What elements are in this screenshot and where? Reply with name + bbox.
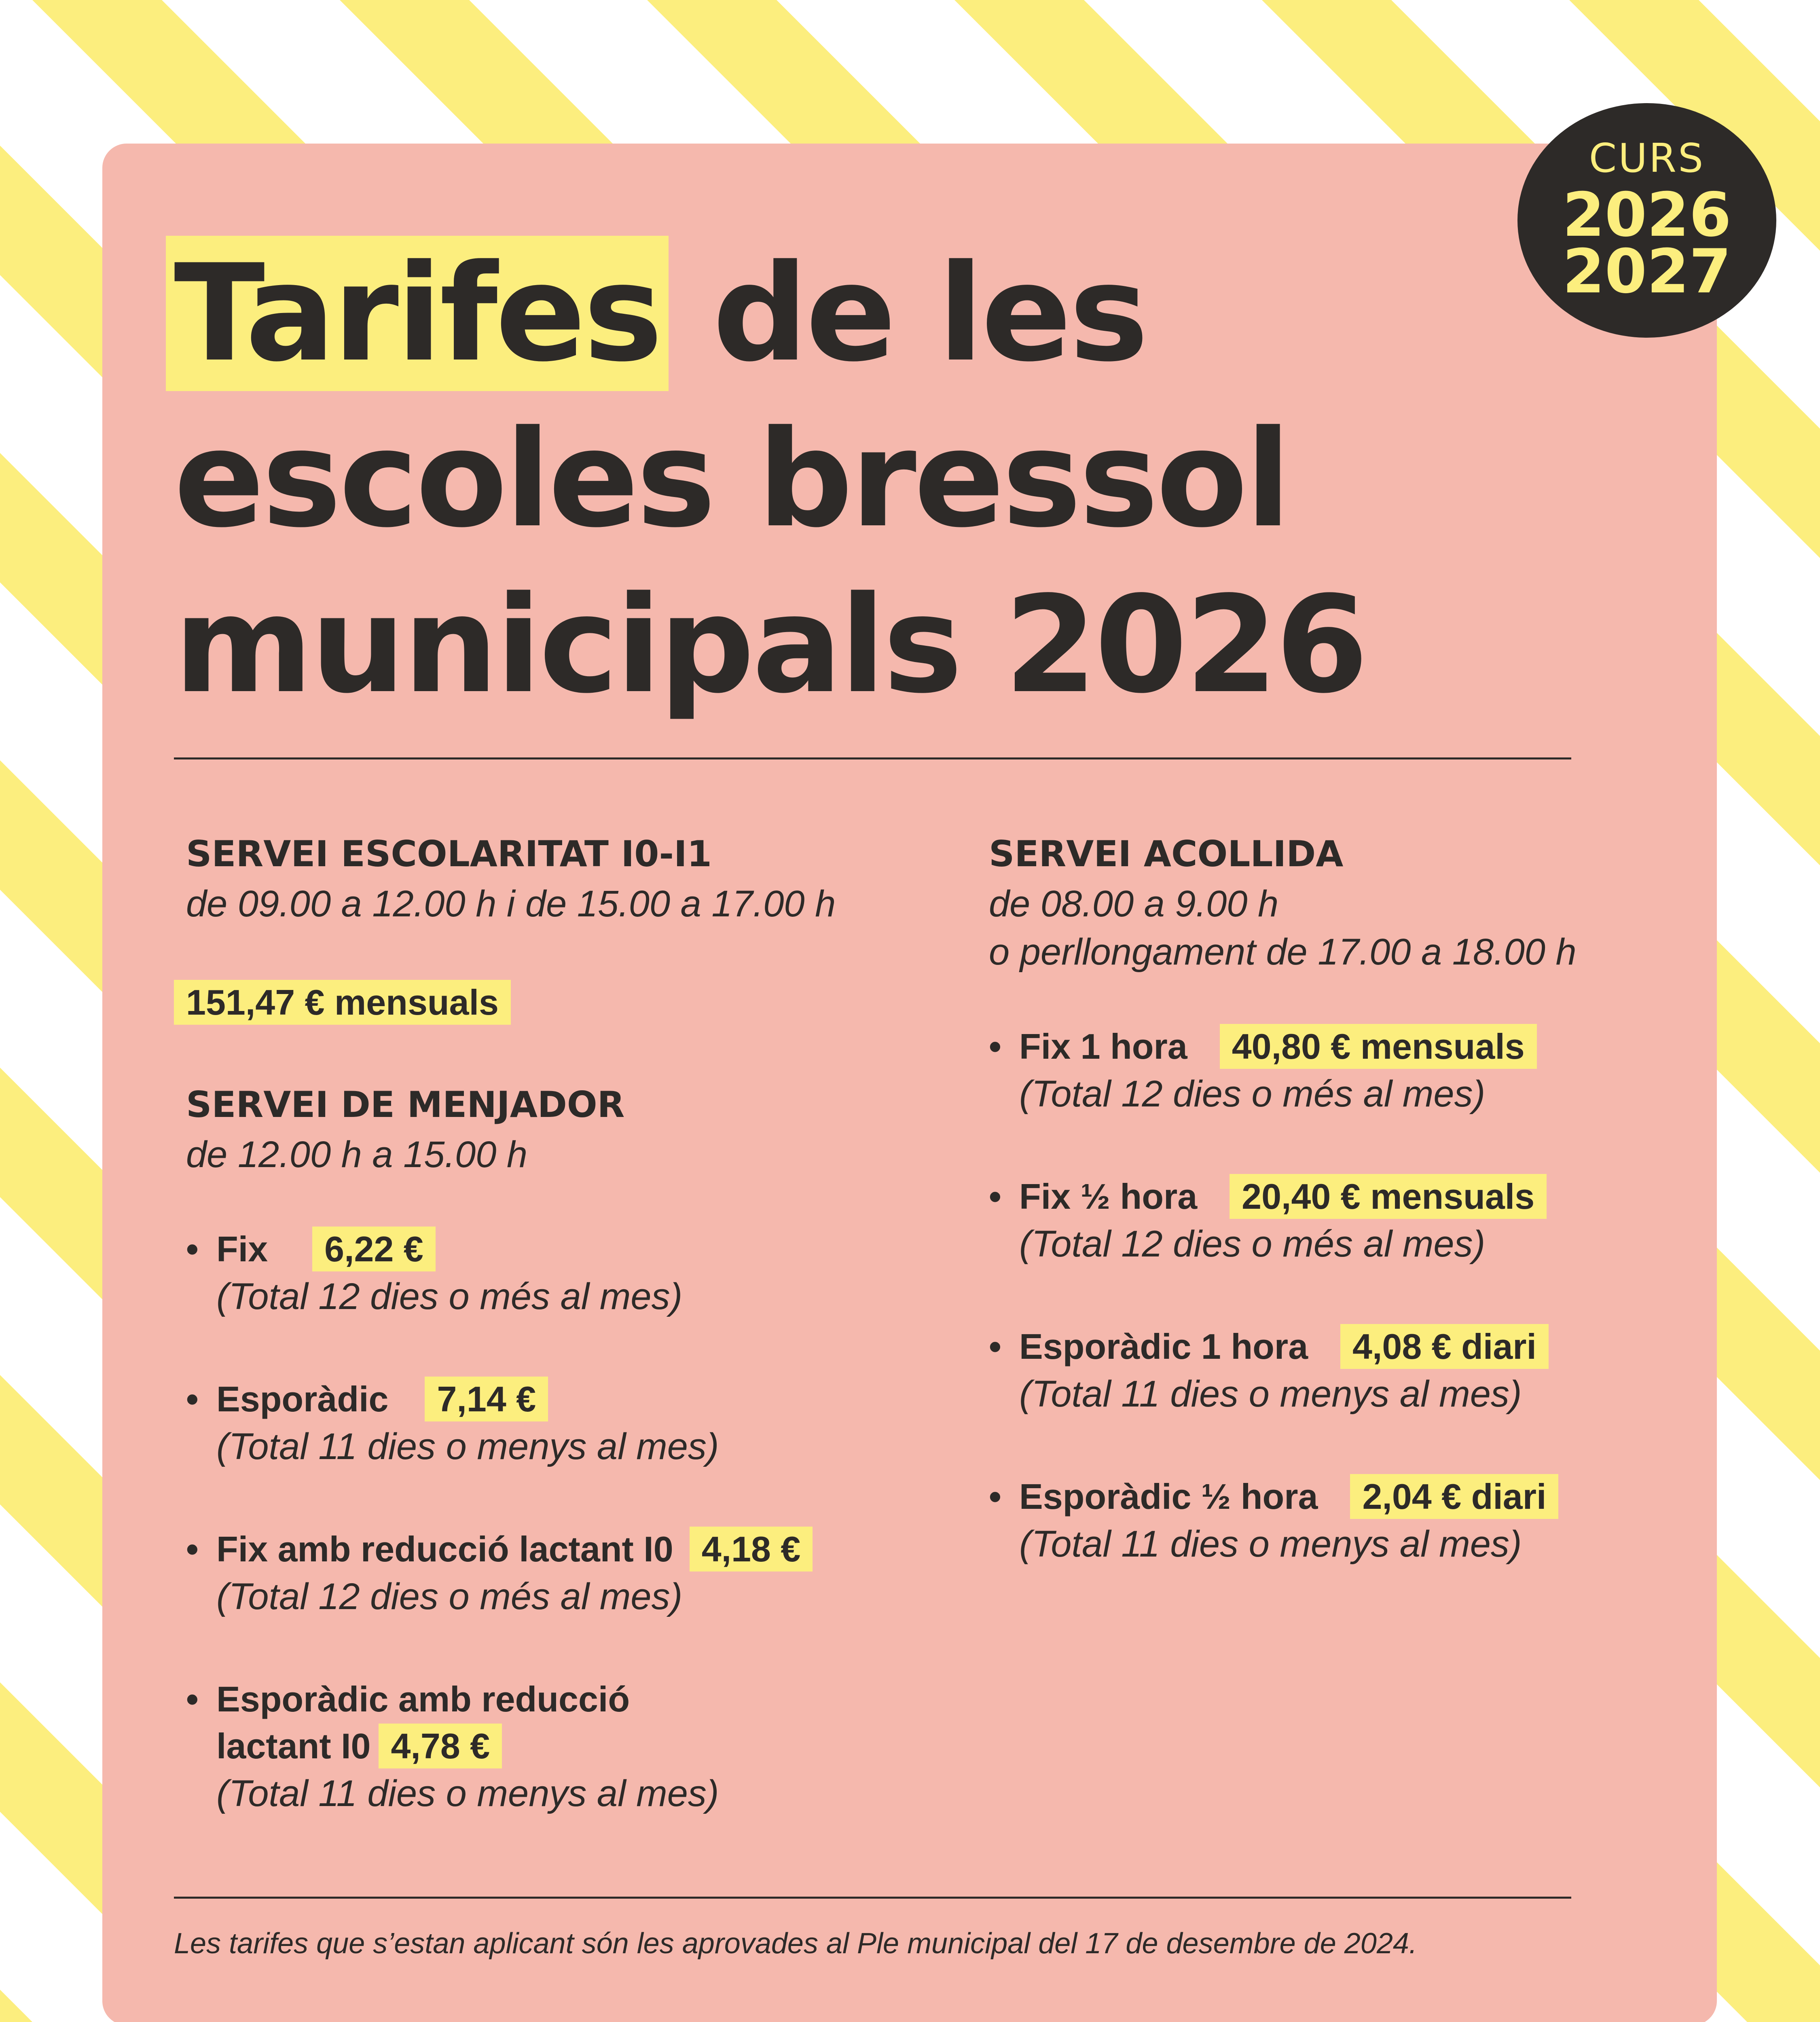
item-note: (Total 12 dies o més al mes) xyxy=(1019,1073,1486,1115)
right-column xyxy=(989,833,1676,1565)
item-price: 40,80 € mensuals xyxy=(1220,1024,1537,1069)
title-line2: escoles bressol xyxy=(174,402,1289,557)
acollida-hours-extended: o perllongament de 17.00 a 18.00 h xyxy=(989,931,1577,973)
title-line3: municipals 2026 xyxy=(174,567,1366,723)
item-price: 4,78 € xyxy=(379,1724,502,1768)
item-price: 4,08 € diari xyxy=(1340,1324,1549,1369)
item-price: 7,14 € xyxy=(425,1377,548,1421)
item-label: Fix 1 hora xyxy=(1019,1026,1187,1066)
item-price: 2,04 € diari xyxy=(1350,1474,1558,1519)
acollida-hours: de 08.00 a 9.00 h xyxy=(989,883,1279,924)
escolaritat-price: 151,47 € mensuals xyxy=(174,980,511,1025)
item-price: 6,22 € xyxy=(312,1227,436,1271)
menjador-item-fix: • Fix 6,22 € (Total 12 dies o més al mes) xyxy=(186,1229,954,1318)
item-note: (Total 11 dies o menys al mes) xyxy=(1019,1373,1522,1415)
menjador-item-esporadic-lactant: • Esporàdic amb reducció lactant I0 4,78 € (Total 11 dies o menys al mes) xyxy=(186,1679,954,1815)
item-label: Fix xyxy=(216,1229,268,1269)
item-label: Esporàdic xyxy=(216,1379,389,1419)
item-note: (Total 12 dies o més al mes) xyxy=(216,1576,683,1617)
item-label: Fix ½ hora xyxy=(1019,1176,1198,1216)
divider-bottom xyxy=(174,1897,1571,1899)
acollida-item-fix-half: • Fix ½ hora 20,40 € mensuals (Total 12 dies o més al mes) xyxy=(989,1176,1676,1265)
item-note: (Total 12 dies o més al mes) xyxy=(1019,1223,1486,1265)
menjador-item-fix-lactant: • Fix amb reducció lactant I0 4,18 € (Total 12 dies o més al mes) xyxy=(186,1529,954,1618)
item-note: (Total 12 dies o més al mes) xyxy=(216,1276,683,1317)
divider-top xyxy=(174,757,1571,759)
page-title xyxy=(174,231,1589,728)
footnote: Les tarifes que s’estan aplicant són les aprovades al Ple municipal del 17 de desembre de 2024. xyxy=(174,1927,1417,1960)
acollida-item-esporadic-1h: • Esporàdic 1 hora 4,08 € diari (Total 11 dies o menys al mes) xyxy=(989,1326,1676,1415)
left-column xyxy=(186,833,954,1815)
item-note: (Total 11 dies o menys al mes) xyxy=(216,1426,719,1467)
item-price: 4,18 € xyxy=(690,1527,813,1571)
item-label: Esporàdic ½ hora xyxy=(1019,1476,1318,1516)
item-label-line2: lactant I0 xyxy=(216,1726,371,1766)
escolaritat-heading: SERVEI ESCOLARITAT I0-I1 xyxy=(186,833,712,875)
menjador-heading: SERVEI DE MENJADOR xyxy=(186,1084,625,1125)
item-note: (Total 11 dies o menys al mes) xyxy=(1019,1523,1522,1565)
acollida-item-fix-1h: • Fix 1 hora 40,80 € mensuals (Total 12 dies o més al mes) xyxy=(989,1026,1676,1115)
title-line1: de les xyxy=(668,236,1147,391)
badge-year-start: 2026 xyxy=(1562,180,1731,250)
badge-year-end: 2027 xyxy=(1562,237,1731,307)
menjador-item-esporadic: • Esporàdic 7,14 € (Total 11 dies o menys al mes) xyxy=(186,1379,954,1468)
escolaritat-hours: de 09.00 a 12.00 h i de 15.00 a 17.00 h xyxy=(186,883,836,924)
item-label: Fix amb reducció lactant I0 xyxy=(216,1529,673,1569)
badge-curs: CURS xyxy=(1589,135,1705,182)
menjador-hours: de 12.00 h a 15.00 h xyxy=(186,1134,528,1175)
item-label: Esporàdic amb reducció xyxy=(216,1679,630,1719)
item-label: Esporàdic 1 hora xyxy=(1019,1326,1308,1366)
item-note: (Total 11 dies o menys al mes) xyxy=(216,1773,719,1814)
acollida-item-esporadic-half: • Esporàdic ½ hora 2,04 € diari (Total 11 dies o menys al mes) xyxy=(989,1476,1676,1565)
acollida-heading: SERVEI ACOLLIDA xyxy=(989,833,1344,875)
item-price: 20,40 € mensuals xyxy=(1230,1174,1547,1219)
title-highlight: Tarifes xyxy=(166,236,669,391)
